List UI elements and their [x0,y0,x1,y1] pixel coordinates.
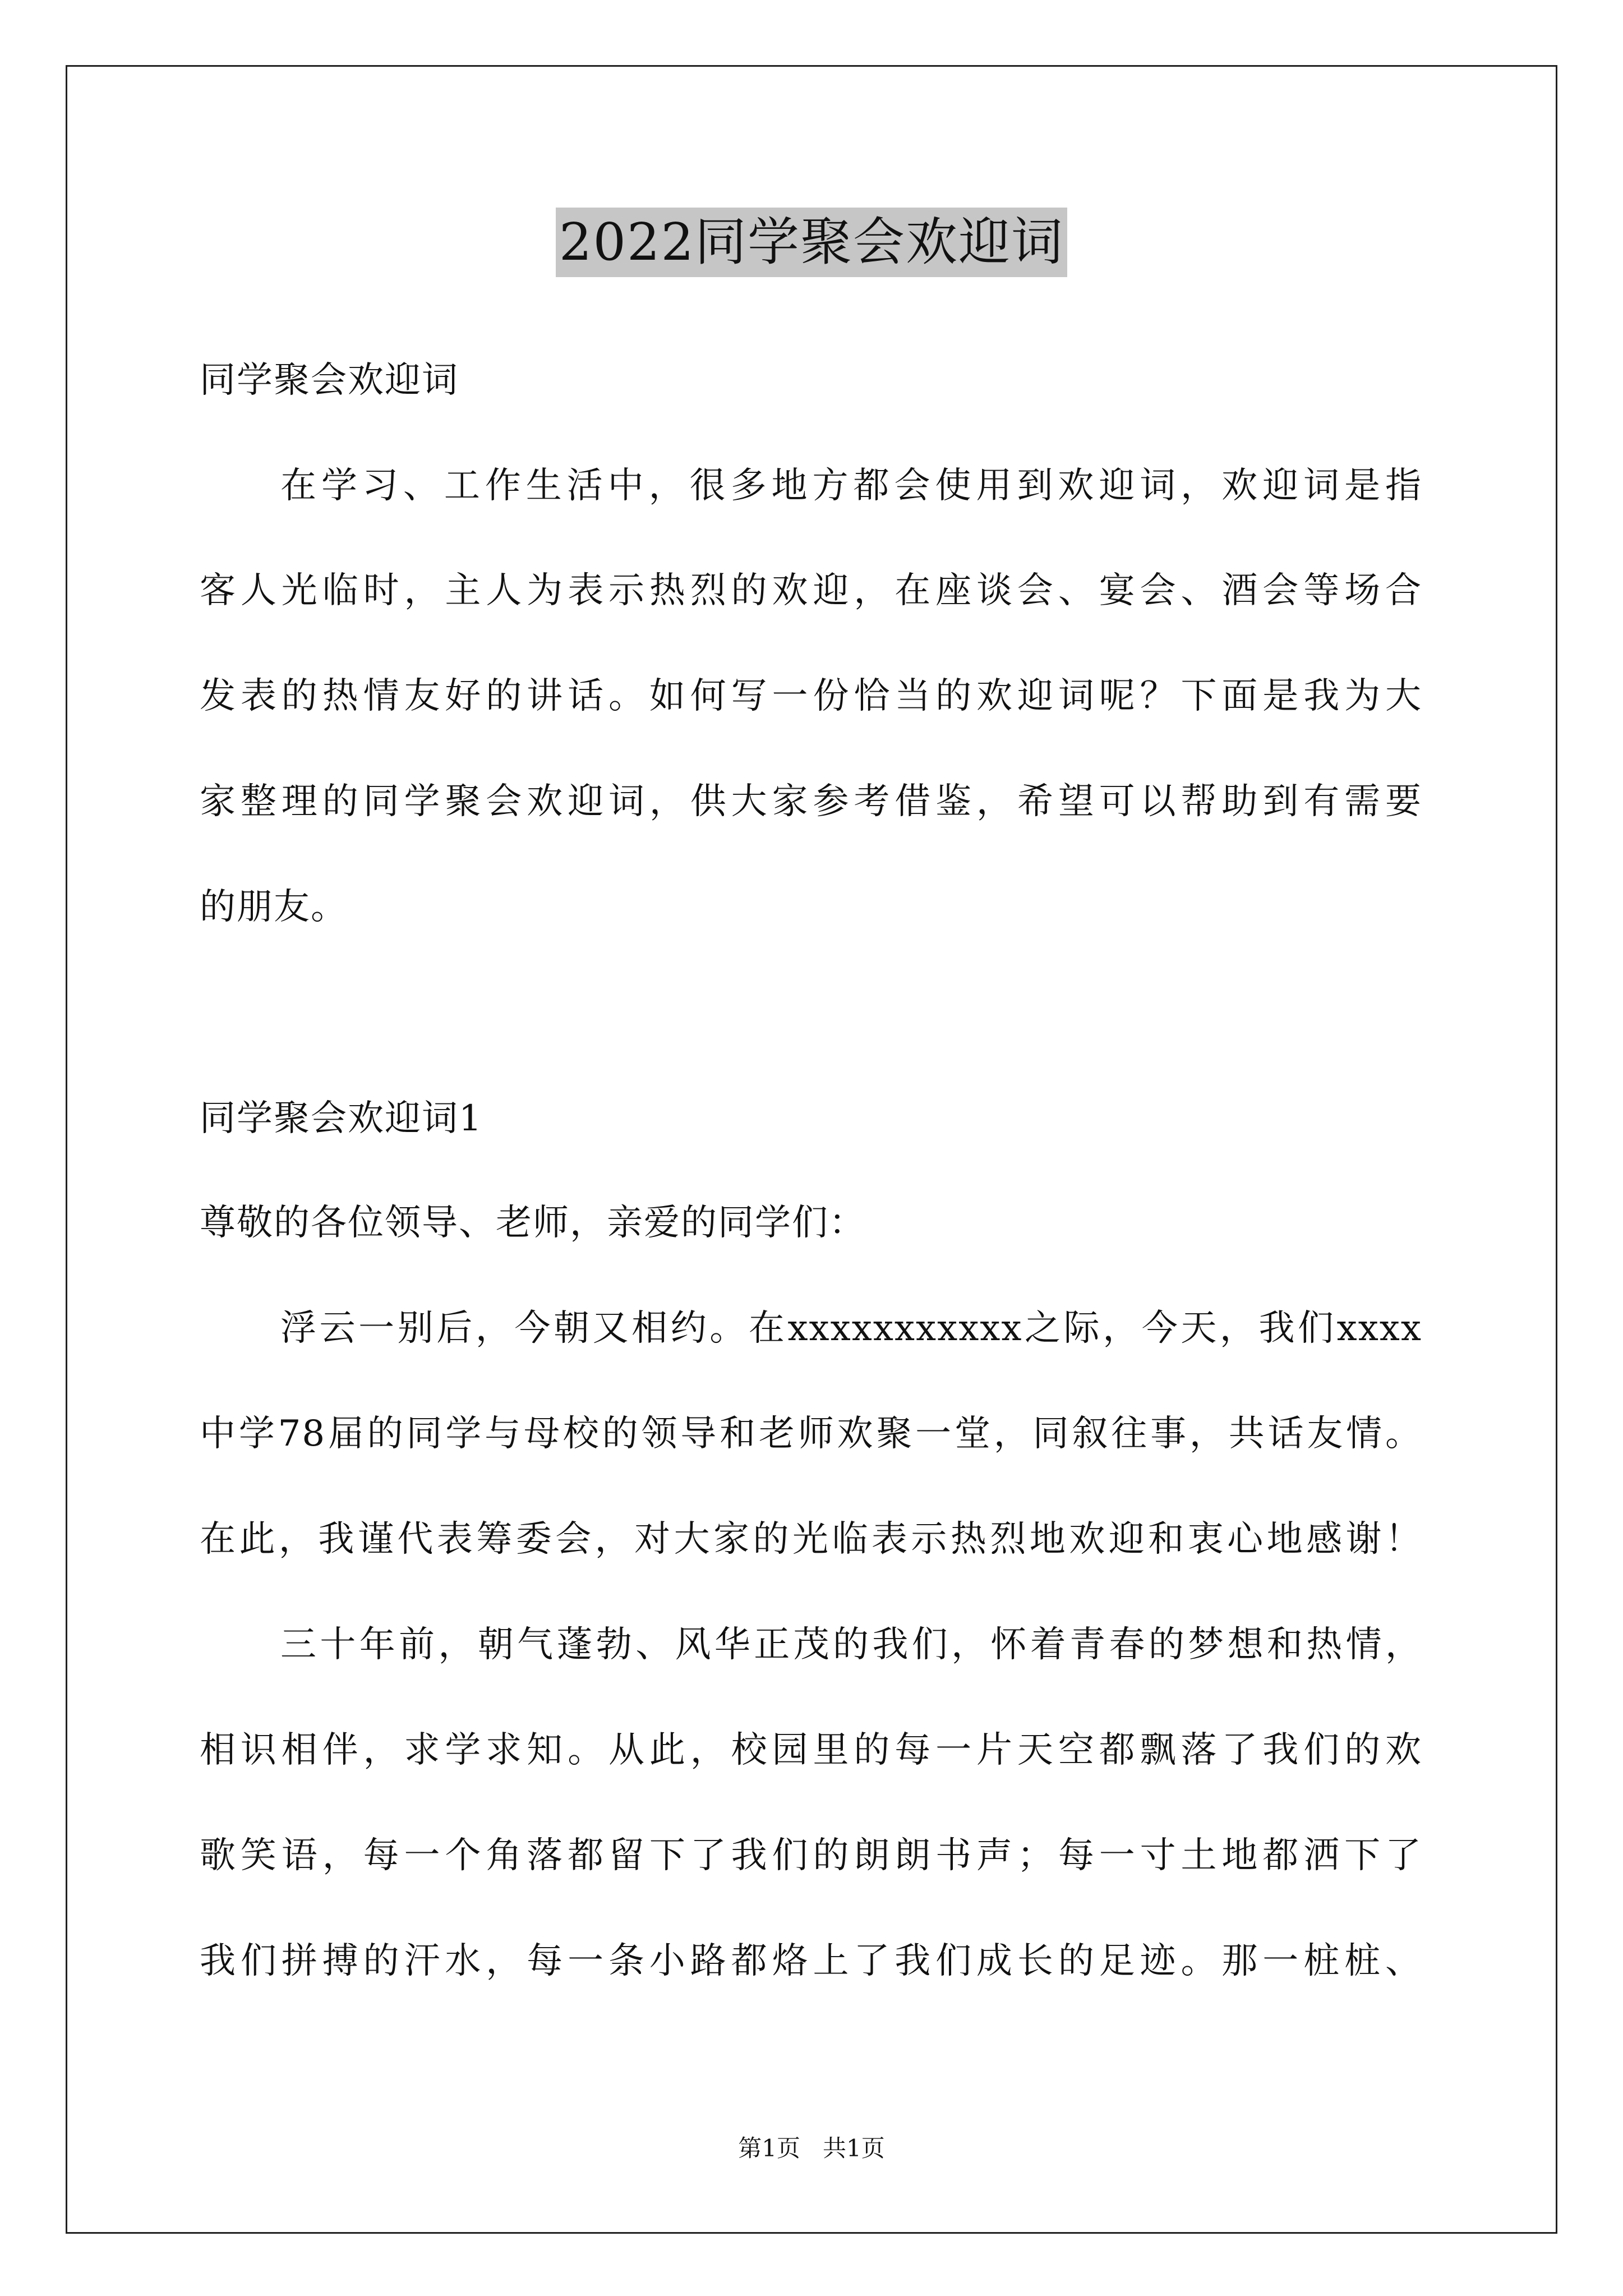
paragraph-line: 我们拼搏的汗水，每一条小路都烙上了我们成长的足迹。那一桩桩、 [200,1940,1422,1982]
paragraph-line: 相识相伴，求学求知。从此，校园里的每一片天空都飘落了我们的欢 [200,1729,1422,1771]
paragraph-line: 在学习、工作生活中，很多地方都会使用到欢迎词，欢迎词是指 [280,465,1422,507]
paragraph-line: 歌笑语，每一个角落都留下了我们的朗朗书声；每一寸土地都洒下了 [200,1835,1422,1876]
paragraph-line: 三十年前，朝气蓬勃、风华正茂的我们，怀着青春的梦想和热情， [280,1624,1422,1665]
paragraph-line: 发表的热情友好的讲话。如何写一份恰当的欢迎词呢？下面是我为大 [200,675,1422,717]
salutation: 尊敬的各位领导、老师，亲爱的同学们： [200,1202,866,1244]
intro-heading: 同学聚会欢迎词 [200,360,459,401]
paragraph-line: 家整理的同学聚会欢迎词，供大家参考借鉴，希望可以帮助到有需要 [200,781,1422,822]
paragraph-line: 浮云一别后，今朝又相约。在xxxxxxxxxxx之际，今天，我们xxxx [280,1308,1422,1349]
section-heading: 同学聚会欢迎词1 [200,1098,483,1139]
paragraph-line: 的朋友。 [200,886,348,928]
page-footer: 第1页 共1页 [738,2134,885,2162]
paragraph-line: 中学78届的同学与母校的领导和老师欢聚一堂，同叙往事，共话友情。 [200,1413,1422,1455]
paragraph-line: 在此，我谨代表筹委会，对大家的光临表示热烈地欢迎和衷心地感谢！ [200,1519,1422,1560]
title-container [0,208,1623,277]
document-title: 2022同学聚会欢迎词 [556,208,1067,277]
paragraph-line: 客人光临时，主人为表示热烈的欢迎，在座谈会、宴会、酒会等场合 [200,570,1422,611]
